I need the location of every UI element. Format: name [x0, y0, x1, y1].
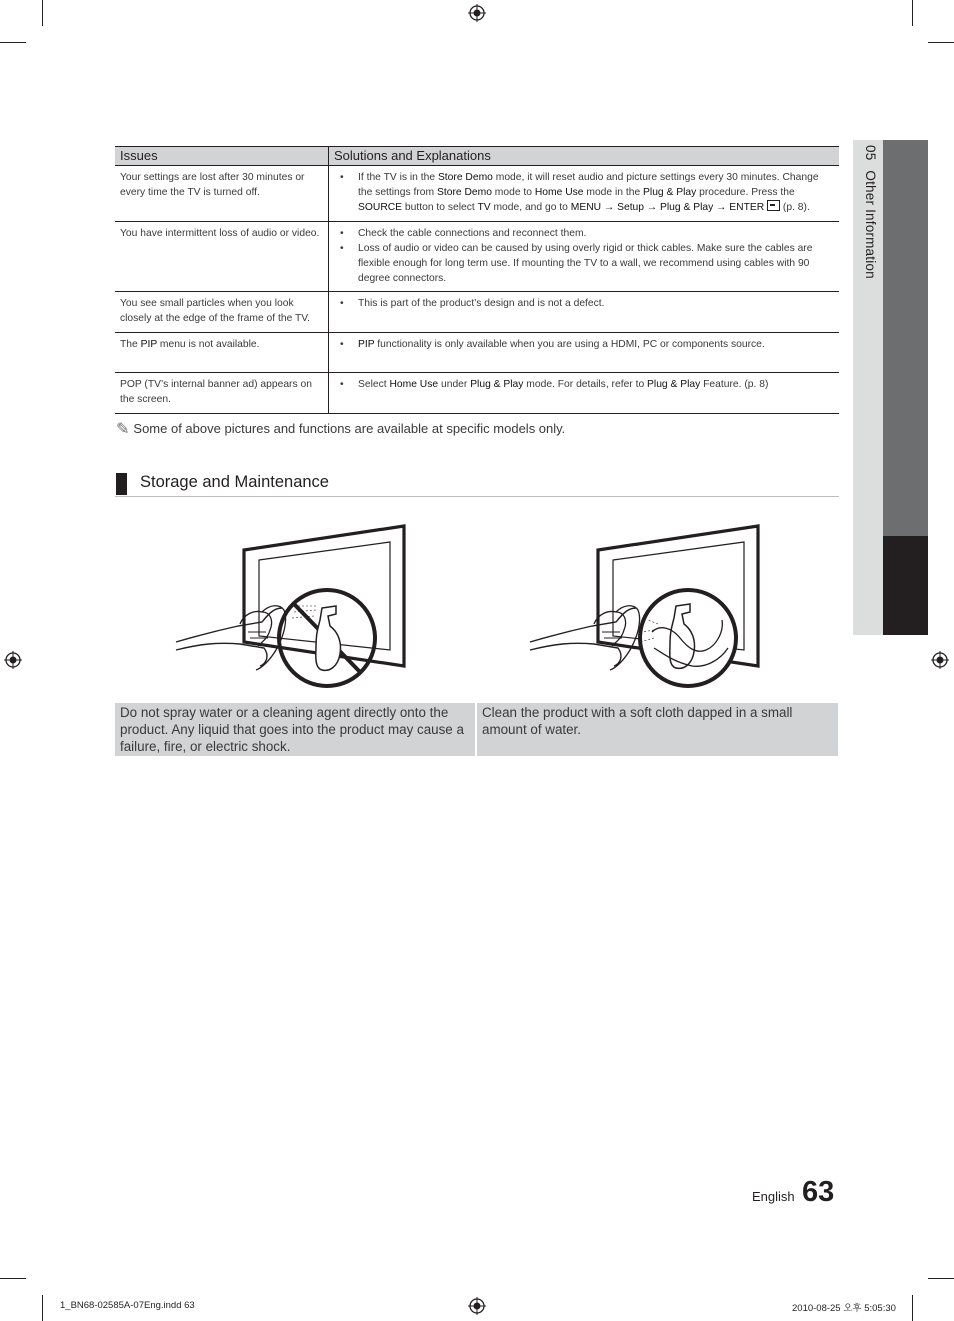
issue-cell: Your settings are lost after 30 minutes or every time the TV is turned off.: [115, 165, 329, 221]
crop-mark: [42, 0, 43, 26]
solution-cell: [329, 222, 840, 292]
crop-mark: [0, 42, 26, 43]
table-row: [115, 372, 839, 413]
footer-language: English: [752, 1189, 795, 1204]
models-note: [116, 419, 565, 439]
solution-item: • This is part of the product’s design and is not a defect.: [358, 297, 834, 312]
issue-cell: You have intermittent loss of audio or video.: [115, 222, 329, 292]
solution-item: • PIP functionality is only available when you are using a HDMI, PC or components source.: [358, 338, 834, 353]
table-row: [115, 292, 839, 333]
table-header-row: [115, 147, 839, 166]
side-tab-active-marker: [883, 536, 928, 635]
issue-cell: You see small particles when you look closely at the edge of the frame of the TV.: [115, 292, 329, 333]
crop-mark: [0, 1278, 26, 1279]
page-number: 63: [802, 1176, 835, 1208]
table-row: [115, 165, 839, 221]
chapter-number: 05: [863, 145, 878, 161]
side-tab-band: [883, 140, 928, 536]
enter-key-icon: [767, 200, 780, 211]
solution-item: • Loss of audio or video can be caused by using overly rigid or thick cables. Make sure the cables are flexible enough for long term use. If mounting the TV to a wall, we recommend using cables with 90 degree connectors.: [358, 242, 834, 286]
cloth-spray-illustration-icon: [524, 520, 769, 692]
issue-cell: POP (TV’s internal banner ad) appears on the screen.: [115, 372, 329, 413]
caption-soft-cloth: Clean the product with a soft cloth dapped in a small amount of water.: [477, 703, 838, 756]
solution-cell: [329, 372, 840, 413]
crop-mark: [912, 1295, 913, 1321]
issue-cell: The PIP menu is not available.: [115, 332, 329, 372]
solution-cell: [329, 292, 840, 333]
section-divider: [115, 496, 839, 497]
chapter-title: Other Information: [863, 170, 878, 279]
solution-item: • Check the cable connections and reconnect them.: [358, 227, 834, 242]
slug-timestamp: 2010-08-25 오후 5:05:30: [792, 1303, 896, 1314]
solution-cell: [329, 165, 840, 221]
header-solutions: Solutions and Explanations: [329, 147, 840, 166]
crop-mark: [928, 42, 954, 43]
slug-filename: 1_BN68-02585A-07Eng.indd 63: [60, 1300, 195, 1311]
table-row: [115, 222, 839, 292]
crop-mark: [912, 0, 913, 26]
note-text: Some of above pictures and functions are available at specific models only.: [133, 421, 566, 436]
solution-item: • Select Home Use under Plug & Play mode. For details, refer to Plug & Play Feature. (p. 8): [358, 378, 834, 393]
solution-cell: [329, 332, 840, 372]
header-issues: Issues: [115, 147, 329, 166]
table-row: [115, 332, 839, 372]
pencil-note-icon: ✎: [116, 421, 130, 438]
troubleshooting-table: [115, 146, 839, 414]
chapter-tab-label: [863, 145, 878, 279]
registration-mark-icon: [468, 4, 486, 22]
section-title: Storage and Maintenance: [140, 473, 329, 491]
no-spray-illustration-icon: [170, 520, 415, 692]
caption-no-spray: Do not spray water or a cleaning agent directly onto the product. Any liquid that goes into the product may cause a failure, fire, or electric shock.: [115, 703, 475, 756]
crop-mark: [42, 1295, 43, 1321]
registration-mark-icon: [4, 651, 22, 669]
registration-mark-icon: [468, 1297, 486, 1315]
solution-item: • If the TV is in the Store Demo mode, it will reset audio and picture settings every 30 minutes. Change the settings from Store Demo mode to Home Use mode in the Plug & Play procedure. Press the SOURCE button to select TV mode, and go to MENU → Setup → Plug & Play → ENTER (p. 8).: [358, 171, 834, 216]
crop-mark: [928, 1278, 954, 1279]
section-marker: [116, 473, 127, 495]
registration-mark-icon: [931, 651, 949, 669]
